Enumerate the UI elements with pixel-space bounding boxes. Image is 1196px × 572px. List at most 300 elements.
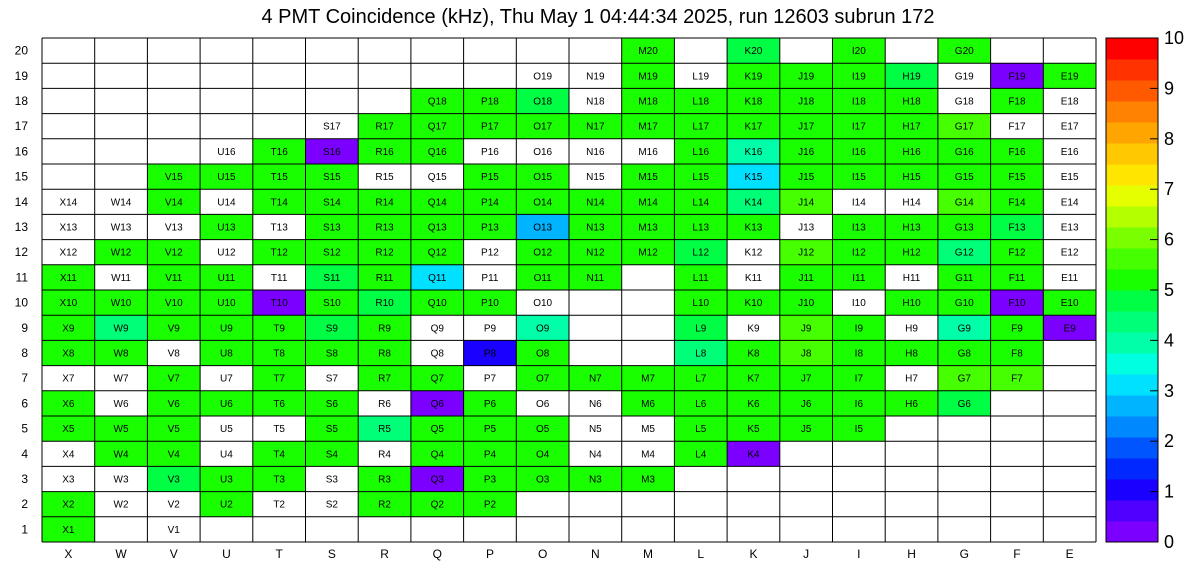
cell-label-n13: N13 (586, 222, 605, 234)
cell-label-g7: G7 (957, 373, 971, 385)
cell-label-j15: J15 (798, 172, 815, 184)
cell-label-j11: J11 (798, 272, 814, 284)
cell-label-p7: P7 (483, 373, 497, 385)
x-tick-label: V (169, 547, 178, 561)
cell-label-l7: L7 (695, 373, 707, 385)
cell-label-o6: O6 (535, 398, 550, 410)
cell-label-g13: G13 (954, 222, 974, 234)
cell-label-v11: V11 (165, 272, 183, 284)
cell-label-p17: P17 (481, 121, 499, 133)
cell-label-o8: O8 (535, 348, 550, 360)
cell-label-w4: W4 (113, 449, 129, 461)
colorbar-swatch (1106, 122, 1158, 144)
cell-label-u16: U16 (217, 146, 236, 158)
y-tick-label: 4 (21, 446, 28, 461)
cell-label-p15: P15 (481, 172, 499, 184)
cell-label-n6: N6 (588, 398, 602, 410)
cell-label-o9: O9 (535, 323, 550, 335)
x-tick-label: O (537, 547, 548, 561)
cell-label-s8: S8 (325, 348, 338, 360)
cell-label-q18: Q18 (427, 96, 447, 108)
cell-label-f7: F7 (1011, 373, 1023, 385)
cell-label-q4: Q4 (430, 449, 444, 461)
cell-label-f11: F11 (1008, 272, 1026, 284)
cell-label-p14: P14 (481, 197, 499, 209)
cell-label-g17: G17 (954, 121, 974, 133)
cell-label-q15: Q15 (427, 172, 447, 184)
cell-label-v2: V2 (167, 499, 180, 511)
cell-label-u12: U12 (217, 247, 236, 259)
y-tick-label: 6 (21, 396, 28, 411)
y-tick-label: 13 (14, 220, 28, 234)
cell-label-v12: V12 (164, 247, 183, 259)
cell-label-j12: J12 (798, 247, 815, 259)
x-tick-label: P (485, 547, 494, 561)
cell-label-w13: W13 (110, 222, 132, 234)
cell-label-m3: M3 (641, 474, 656, 486)
cell-label-k7: K7 (747, 373, 760, 385)
cell-label-n19: N19 (586, 71, 605, 83)
cell-label-v14: V14 (164, 197, 183, 209)
colorbar-tick-label: 0 (1164, 532, 1175, 552)
cell-label-n14: N14 (586, 197, 605, 209)
cell-label-s2: S2 (325, 499, 338, 511)
cell-label-g12: G12 (954, 247, 974, 259)
cell-label-l14: L14 (692, 197, 710, 209)
cell-label-j16: J16 (798, 146, 815, 158)
cell-label-r4: R4 (378, 449, 391, 461)
cell-label-p8: P8 (483, 348, 497, 360)
cell-label-g20: G20 (954, 46, 974, 58)
cell-label-w9: W9 (113, 323, 129, 335)
cell-label-w11: W11 (111, 272, 131, 284)
cell-label-k18: K18 (744, 96, 763, 108)
cell-label-k17: K17 (744, 121, 763, 133)
cell-label-n18: N18 (586, 96, 605, 108)
cell-label-t6: T6 (273, 398, 285, 410)
cell-label-j17: J17 (798, 121, 815, 133)
colorbar-swatch (1106, 59, 1158, 81)
cell-label-s17: S17 (322, 121, 341, 133)
cell-label-k16: K16 (744, 146, 763, 158)
cell-label-i10: I10 (851, 298, 866, 310)
chart-title: 4 PMT Coincidence (kHz), Thu May 1 04:44:34 2025, run 12603 subrun 172 (261, 6, 935, 28)
x-tick-label: N (591, 547, 600, 561)
cell-label-x5: X5 (62, 424, 75, 436)
cell-label-r17: R17 (375, 121, 394, 133)
cell-label-x2: X2 (62, 499, 75, 511)
cell-label-s16: S16 (322, 146, 341, 158)
cell-label-m16: M16 (638, 146, 658, 158)
cell-label-x14: X14 (59, 197, 78, 209)
cell-label-j14: J14 (798, 197, 815, 209)
cell-label-k5: K5 (747, 424, 760, 436)
x-tick-label: S (327, 547, 336, 561)
cell-label-k11: K11 (744, 272, 762, 284)
cell-label-n15: N15 (586, 172, 605, 184)
cell-label-g11: G11 (955, 272, 974, 284)
cell-label-e9: E9 (1063, 323, 1076, 335)
cell-label-n11: N11 (586, 272, 605, 284)
cell-label-w2: W2 (113, 499, 129, 511)
cell-label-h13: H13 (902, 222, 921, 234)
x-tick-label: E (1065, 547, 1074, 561)
x-tick-label: T (275, 547, 283, 561)
cell-label-u14: U14 (217, 197, 236, 209)
y-tick-label: 16 (14, 144, 28, 159)
cell-label-p16: P16 (481, 146, 499, 158)
colorbar-swatch (1106, 374, 1158, 396)
cell-label-s5: S5 (325, 424, 338, 436)
colorbar-swatch (1106, 416, 1158, 438)
cell-label-f9: F9 (1011, 323, 1023, 335)
cell-label-v7: V7 (167, 373, 180, 385)
cell-label-k6: K6 (747, 398, 760, 410)
cell-label-s7: S7 (325, 373, 338, 385)
cell-label-v15: V15 (164, 172, 183, 184)
cell-label-h10: H10 (902, 298, 921, 310)
cell-label-g6: G6 (957, 398, 971, 410)
colorbar-swatch (1106, 500, 1158, 522)
cell-label-e16: E16 (1060, 146, 1079, 158)
cell-label-n5: N5 (588, 424, 602, 436)
cell-label-o11: O11 (533, 272, 552, 284)
cell-label-x4: X4 (62, 449, 75, 461)
cell-label-r10: R10 (375, 298, 394, 310)
cell-label-p9: P9 (483, 323, 497, 335)
colorbar-swatch (1106, 185, 1158, 207)
cell-label-l12: L12 (692, 247, 710, 259)
y-tick-label: 3 (21, 472, 28, 486)
cell-label-h17: H17 (902, 121, 921, 133)
cell-label-w10: W10 (110, 298, 132, 310)
cell-label-x13: X13 (59, 222, 78, 234)
cell-label-m13: M13 (638, 222, 658, 234)
cell-label-t3: T3 (273, 474, 285, 486)
cell-label-j8: J8 (800, 348, 812, 360)
cell-label-u5: U5 (220, 424, 233, 436)
cell-label-o19: O19 (533, 71, 553, 83)
cell-label-h15: H15 (902, 172, 921, 184)
x-tick-label: U (222, 547, 231, 561)
cell-label-v13: V13 (164, 222, 183, 234)
cell-label-s15: S15 (322, 172, 341, 184)
cell-label-k12: K12 (744, 247, 763, 259)
cell-label-g14: G14 (954, 197, 974, 209)
cell-label-h19: H19 (902, 71, 921, 83)
cell-label-q6: Q6 (430, 398, 444, 410)
cell-label-q10: Q10 (427, 298, 447, 310)
cell-label-x12: X12 (59, 247, 78, 259)
x-tick-label: X (64, 547, 73, 561)
cell-label-j19: J19 (798, 71, 815, 83)
cell-label-x10: X10 (59, 298, 78, 310)
colorbar-swatch (1106, 206, 1158, 228)
cell-label-l10: L10 (692, 298, 710, 310)
cell-label-m19: M19 (638, 71, 658, 83)
cell-label-r14: R14 (375, 197, 394, 209)
x-tick-label: J (803, 547, 810, 561)
cell-label-u9: U9 (220, 323, 233, 335)
y-tick-label: 1 (21, 522, 28, 537)
cell-label-o14: O14 (533, 197, 553, 209)
colorbar-swatch (1106, 437, 1158, 459)
colorbar-swatch (1106, 395, 1158, 417)
cell-label-q13: Q13 (427, 222, 447, 234)
cell-label-k20: K20 (744, 46, 763, 58)
cell-label-u4: U4 (220, 449, 233, 461)
cell-label-q9: Q9 (430, 323, 444, 335)
x-tick-label: L (697, 547, 705, 561)
x-tick-label: I (857, 547, 861, 561)
cell-label-l18: L18 (692, 96, 710, 108)
y-tick-label: 11 (15, 270, 28, 285)
cell-label-l15: L15 (692, 172, 710, 184)
cell-label-u3: U3 (220, 474, 233, 486)
cell-label-p5: P5 (483, 424, 497, 436)
cell-label-o15: O15 (533, 172, 553, 184)
y-tick-label: 17 (14, 119, 28, 134)
cell-label-t13: T13 (270, 222, 288, 234)
cell-label-m18: M18 (638, 96, 658, 108)
cell-label-h12: H12 (902, 247, 921, 259)
y-tick-label: 2 (21, 497, 28, 512)
cell-label-v8: V8 (167, 348, 180, 360)
y-tick-label: 12 (14, 245, 28, 260)
cell-label-o17: O17 (533, 121, 553, 133)
cell-label-v6: V6 (167, 398, 180, 410)
colorbar-swatch (1106, 458, 1158, 480)
y-tick-label: 20 (14, 43, 28, 58)
cell-label-o5: O5 (535, 424, 550, 436)
cell-label-e14: E14 (1060, 197, 1079, 209)
cell-label-p11: P11 (481, 272, 499, 284)
cell-label-g16: G16 (954, 146, 974, 158)
cell-label-i14: I14 (851, 197, 866, 209)
cell-label-o16: O16 (533, 146, 553, 158)
cell-label-f16: F16 (1008, 146, 1026, 158)
cell-label-w12: W12 (110, 247, 132, 259)
cell-label-t11: T11 (270, 272, 288, 284)
colorbar-tick-label: 5 (1164, 280, 1175, 300)
cell-label-t7: T7 (273, 373, 285, 385)
cell-label-l9: L9 (695, 323, 707, 335)
cell-label-i15: I15 (851, 172, 866, 184)
cell-label-j7: J7 (800, 373, 812, 385)
cell-label-f15: F15 (1008, 172, 1026, 184)
y-tick-label: 5 (21, 421, 28, 436)
cell-label-q16: Q16 (427, 146, 447, 158)
cell-label-e17: E17 (1060, 121, 1079, 133)
x-tick-label: Q (432, 547, 442, 561)
cell-label-l11: L11 (692, 272, 709, 284)
cell-label-r13: R13 (375, 222, 394, 234)
cell-label-n7: N7 (588, 373, 602, 385)
cell-label-t5: T5 (273, 424, 285, 436)
cell-label-v4: V4 (167, 449, 180, 461)
cell-label-x3: X3 (62, 474, 75, 486)
colorbar-swatch (1106, 248, 1158, 270)
cell-label-r6: R6 (378, 398, 391, 410)
cell-label-f19: F19 (1008, 71, 1026, 83)
cell-label-q11: Q11 (428, 272, 447, 284)
x-tick-label: G (959, 547, 969, 561)
cell-label-r3: R3 (378, 474, 391, 486)
cell-label-r16: R16 (375, 146, 394, 158)
cell-label-i20: I20 (851, 46, 866, 58)
cell-label-k15: K15 (744, 172, 763, 184)
cell-label-p4: P4 (483, 449, 497, 461)
cell-label-i16: I16 (851, 146, 866, 158)
cell-label-o7: O7 (535, 373, 550, 385)
cell-label-p13: P13 (481, 222, 499, 234)
x-tick-label: K (749, 547, 758, 561)
cell-label-l19: L19 (692, 71, 710, 83)
cell-label-p12: P12 (481, 247, 499, 259)
cell-label-m20: M20 (638, 46, 658, 58)
cell-label-u2: U2 (220, 499, 233, 511)
cell-label-s6: S6 (325, 398, 338, 410)
cell-label-u6: U6 (220, 398, 233, 410)
cell-label-h6: H6 (905, 398, 918, 410)
cell-label-f13: F13 (1008, 222, 1026, 234)
colorbar-swatch (1106, 290, 1158, 312)
cell-label-q2: Q2 (430, 499, 444, 511)
colorbar-tick-label: 8 (1164, 128, 1175, 149)
cell-label-s11: S11 (323, 272, 341, 284)
y-tick-label: 9 (21, 320, 28, 335)
cell-label-r8: R8 (378, 348, 391, 360)
cell-label-l6: L6 (695, 398, 707, 410)
cell-label-h8: H8 (905, 348, 918, 360)
cell-label-t15: T15 (270, 172, 288, 184)
cell-label-h11: H11 (902, 272, 921, 284)
cell-label-x7: X7 (62, 373, 75, 385)
heatmap-grid (42, 38, 1096, 542)
cell-label-r7: R7 (378, 373, 391, 385)
cell-label-v5: V5 (167, 424, 180, 436)
cell-label-s10: S10 (322, 298, 341, 310)
cell-label-l16: L16 (692, 146, 710, 158)
colorbar-swatch (1106, 143, 1158, 165)
colorbar-tick-label: 7 (1164, 179, 1175, 200)
cell-label-q7: Q7 (430, 373, 444, 385)
cell-label-s13: S13 (322, 222, 341, 234)
colorbar-swatch (1106, 311, 1158, 333)
cell-label-m14: M14 (638, 197, 658, 209)
cell-label-t16: T16 (270, 146, 288, 158)
x-axis (64, 547, 1073, 561)
cell-label-u10: U10 (217, 298, 236, 310)
cell-label-k9: K9 (747, 323, 760, 335)
cell-label-g15: G15 (954, 172, 974, 184)
cell-label-p18: P18 (481, 96, 499, 108)
cell-label-k10: K10 (744, 298, 763, 310)
cell-label-n16: N16 (586, 146, 605, 158)
colorbar-swatch (1106, 332, 1158, 354)
cell-label-r12: R12 (375, 247, 394, 259)
colorbar-tick-label: 4 (1164, 330, 1175, 351)
cell-label-i8: I8 (854, 348, 864, 360)
cell-label-j18: J18 (798, 96, 815, 108)
colorbar-tick-label: 2 (1164, 431, 1175, 452)
cell-label-j6: J6 (800, 398, 812, 410)
cell-label-o3: O3 (535, 474, 550, 486)
cell-label-h7: H7 (905, 373, 918, 385)
cell-label-f17: F17 (1008, 121, 1026, 133)
colorbar-swatch (1106, 521, 1158, 543)
colorbar-tick-label: 9 (1164, 78, 1175, 99)
x-tick-label: M (643, 547, 654, 561)
cell-label-w3: W3 (113, 474, 129, 486)
colorbar-tick-label: 3 (1164, 380, 1175, 401)
cell-label-n3: N3 (588, 474, 602, 486)
cell-label-o4: O4 (535, 449, 550, 461)
cell-label-u7: U7 (220, 373, 233, 385)
cell-label-t14: T14 (270, 197, 288, 209)
cell-label-w5: W5 (113, 424, 129, 436)
cell-label-q12: Q12 (427, 247, 447, 259)
cell-label-t4: T4 (273, 449, 285, 461)
cell-label-f12: F12 (1008, 247, 1026, 259)
cell-label-m4: M4 (641, 449, 656, 461)
cell-label-e15: E15 (1060, 172, 1079, 184)
cell-label-s14: S14 (322, 197, 341, 209)
cell-label-n12: N12 (586, 247, 605, 259)
cell-label-t9: T9 (273, 323, 285, 335)
cell-label-q5: Q5 (430, 424, 444, 436)
cell-label-k19: K19 (744, 71, 763, 83)
y-tick-label: 15 (14, 169, 28, 184)
cell-label-j5: J5 (800, 424, 812, 436)
cell-label-l8: L8 (695, 348, 707, 360)
cell-label-i6: I6 (854, 398, 864, 410)
cell-label-k4: K4 (747, 449, 760, 461)
cell-label-r9: R9 (378, 323, 391, 335)
cell-label-v3: V3 (167, 474, 180, 486)
cell-label-x11: X11 (59, 272, 77, 284)
cell-label-r15: R15 (375, 172, 394, 184)
cell-label-x8: X8 (62, 348, 75, 360)
colorbar-tick-label: 6 (1164, 229, 1175, 250)
cell-label-s12: S12 (322, 247, 341, 259)
y-tick-label: 19 (14, 68, 28, 83)
x-tick-label: W (115, 547, 127, 561)
cell-label-p2: P2 (483, 499, 497, 511)
cell-label-x9: X9 (62, 323, 75, 335)
cell-label-r2: R2 (378, 499, 391, 511)
cell-label-x1: X1 (62, 524, 75, 536)
cell-label-l17: L17 (692, 121, 710, 133)
colorbar-tick-label: 10 (1164, 28, 1185, 48)
cell-label-v9: V9 (167, 323, 180, 335)
cell-label-w8: W8 (113, 348, 129, 360)
colorbar-swatch (1106, 479, 1158, 501)
cell-label-q17: Q17 (427, 121, 447, 133)
colorbar-swatch (1106, 353, 1158, 375)
y-tick-label: 14 (14, 194, 28, 209)
cell-label-i19: I19 (851, 71, 866, 83)
cell-label-s4: S4 (325, 449, 338, 461)
cell-label-m17: M17 (638, 121, 658, 133)
colorbar-swatch (1106, 38, 1158, 60)
cell-label-t8: T8 (273, 348, 285, 360)
cell-label-e18: E18 (1060, 96, 1079, 108)
cell-label-i7: I7 (854, 373, 864, 385)
cell-label-n17: N17 (586, 121, 605, 133)
y-tick-label: 10 (14, 295, 28, 310)
cell-label-k8: K8 (747, 348, 760, 360)
